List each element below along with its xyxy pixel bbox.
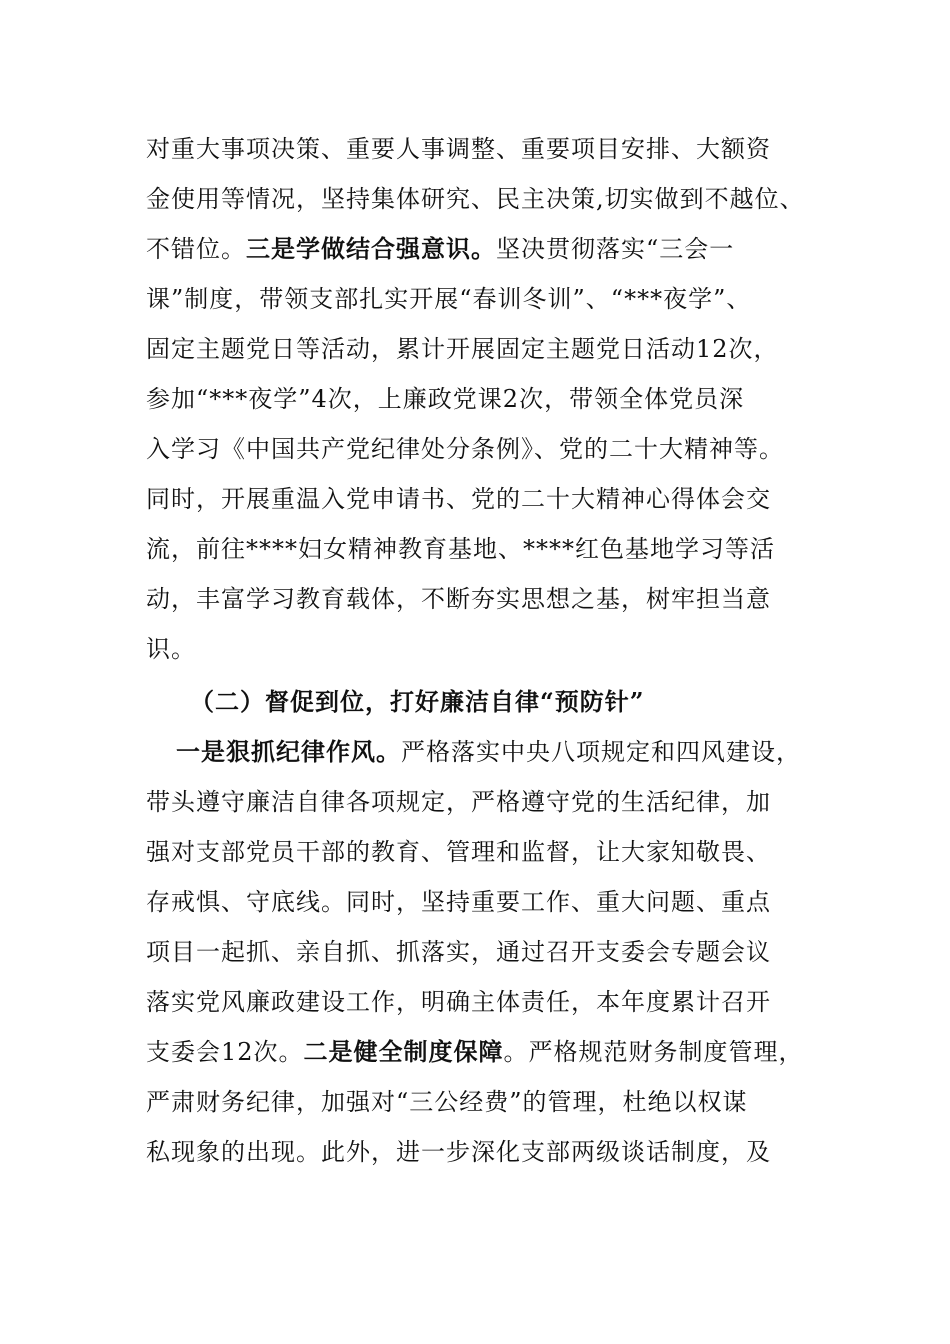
paragraph-line: 课”制度，带领支部扎实开展“春训冬训”、“***夜学”、 (146, 285, 752, 313)
paragraph-line: 项目一起抓、亲自抓、抓落实，通过召开支委会专题会议 (146, 938, 771, 966)
paragraph-line: 识。 (146, 635, 196, 663)
section-heading (190, 687, 645, 717)
paragraph-line (176, 737, 801, 767)
paragraph-line: 落实党风廉政建设工作，明确主体责任，本年度累计召开 (146, 988, 771, 1016)
paragraph-line: 对重大事项决策、重要人事调整、重要项目安排、大额资 (146, 135, 771, 163)
section-heading-text: （二）督促到位，打好廉洁自律“预防针” (190, 687, 645, 716)
text-run: 不错位。 (146, 235, 246, 263)
text-run: 。严格规范财务制度管理， (503, 1038, 804, 1066)
paragraph-line: 带头遵守廉洁自律各项规定，严格遵守党的生活纪律，加 (146, 788, 771, 816)
bold-subheading: 一是狠抓纪律作风。 (176, 737, 401, 766)
paragraph-line: 存戒惧、守底线。同时，坚持重要工作、重大问题、重点 (146, 888, 771, 916)
paragraph-line (146, 234, 734, 264)
bold-subheading: 二是健全制度保障 (303, 1037, 504, 1066)
paragraph-line: 入学习《中国共产党纪律处分条例》、党的二十大精神等。 (146, 435, 784, 463)
paragraph-line: 严肃财务纪律，加强对“三公经费”的管理，杜绝以权谋 (146, 1088, 748, 1116)
paragraph-line: 固定主题党日等活动，累计开展固定主题党日活动12次， (146, 335, 779, 363)
paragraph-line: 流，前往****妇女精神教育基地、****红色基地学习等活 (146, 535, 775, 563)
paragraph-line: 参加“***夜学”4次，上廉政党课2次，带领全体党员深 (146, 385, 745, 413)
text-run: 支委会12次。 (146, 1038, 304, 1066)
text-run: 坚决贯彻落实“三会一 (496, 235, 735, 263)
paragraph-line: 同时，开展重温入党申请书、党的二十大精神心得体会交 (146, 485, 771, 513)
paragraph-line (146, 1037, 804, 1067)
paragraph-line: 强对支部党员干部的教育、管理和监督，让大家知敬畏、 (146, 838, 771, 866)
paragraph-line: 动，丰富学习教育载体，不断夯实思想之基，树牢担当意 (146, 585, 771, 613)
text-run: 严格落实中央八项规定和四风建设， (401, 738, 801, 766)
paragraph-line: 金使用等情况，坚持集体研究、民主决策,切实做到不越位、 (146, 185, 805, 213)
paragraph-line: 私现象的出现。此外，进一步深化支部两级谈话制度，及 (146, 1138, 771, 1166)
bold-subheading: 三是学做结合强意识。 (246, 234, 496, 263)
